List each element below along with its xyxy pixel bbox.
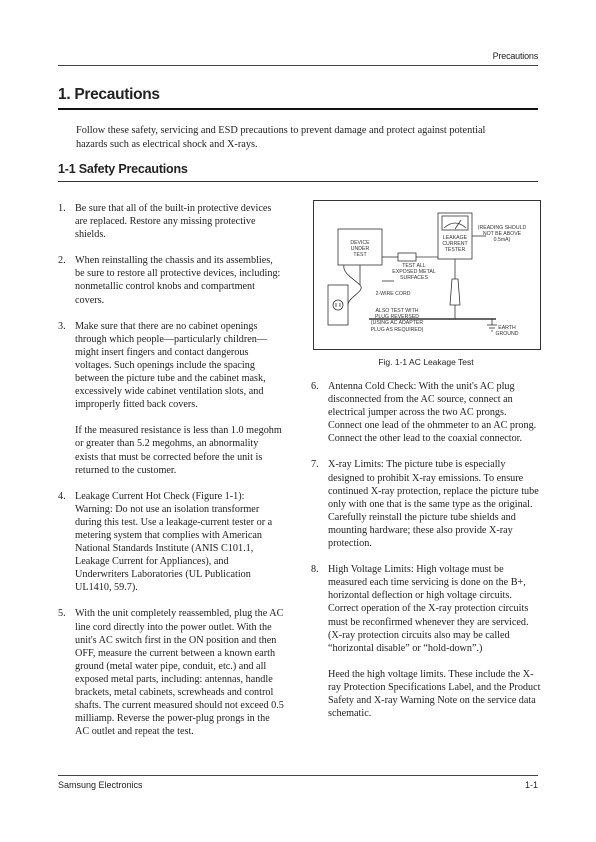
label-reading: (READING SHOULD NOT BE ABOVE 0.5mA) [477, 225, 527, 244]
item-number: 1. [58, 203, 66, 214]
item-paragraph: High Voltage Limits: High voltage must be measured each time servicing is done on the B+, horizontal deflection or high voltage circuits. Correct operation of the X-ray protection circuits must be reconfirmed whenever they are serviced. (X-ray protection circuits also may be called “horizontal disable” or “hold-down”.) [328, 564, 529, 654]
outlet [328, 285, 348, 325]
footer-page-number: 1-1 [524, 780, 538, 790]
item-number: 2. [58, 255, 66, 267]
item-paragraph: Antenna Cold Check: With the unit's AC plug disconnected from the AC source, connect an electrical jumper across the two AC prongs. Connect one lead of the ohmmeter to an AC prong. Connect the other lead to the coaxial connector. [328, 381, 537, 445]
item-paragraph: Heed the high voltage limits. These include the X-ray Protection Specifications Label, and the Product Safety and X-ray Warning Note on the service data schematic. [328, 668, 541, 720]
label-test-all: TEST ALL EXPOSED METAL SURFACES [392, 263, 436, 282]
intro-paragraph: Follow these safety, servicing and ESD precautions to prevent damage and protect against potential hazards such as electrical shock and X-rays. [76, 125, 486, 150]
label-tester: LEAKAGE CURRENT TESTER [442, 235, 468, 254]
item-body [75, 202, 284, 241]
list-item [58, 607, 284, 738]
label-device: DEVICE UNDER TEST [350, 240, 370, 259]
list-item [58, 202, 284, 241]
section-rule [58, 181, 538, 182]
item-body [328, 458, 541, 550]
header-rule [58, 65, 538, 66]
ac-leakage-test-figure [313, 200, 541, 350]
item-number: 8. [311, 564, 319, 576]
item-body [75, 320, 284, 477]
resistor [398, 253, 416, 261]
label-also: ALSO TEST WITH PLUG REVERSED (USING AC ADAPTER PLUG AS REQUIRED) [370, 308, 424, 333]
list-item [58, 490, 284, 595]
list-item [311, 380, 541, 445]
item-paragraph: X-ray Limits: The picture tube is especially designed to prohibit X-ray emissions. To ensure continued X-ray protection, replace the picture tube only with one that is the same type as the original. Carefully reinstall the picture tube shields and mounting hardware; these also provide X-ray protection. [328, 459, 539, 550]
item-number: 5. [58, 608, 66, 620]
right-column [311, 380, 541, 733]
probe [450, 279, 460, 305]
figure-caption: Fig. 1-1 AC Leakage Test [378, 357, 474, 367]
item-paragraph: With the unit completely reassembled, plug the AC line cord directly into the power outlet. With the unit's AC switch first in the ON position and then OFF, measure the current between a known earth ground (metal water pipe, conduit, etc.) and all exposed metal parts, including: antennas, handle brackets, metal cabinets, screwheads and control shafts. The current measured should not exceed 0.5 milliamp. Reverse the power-plug prongs in the AC outlet and repeat the test. [75, 608, 284, 738]
item-paragraph: Make sure that there are no cabinet openings through which people—particularly children—might insert fingers and contact dangerous voltages. Such openings include the spacing between the picture tube and the cabinet mask, excessively wide cabinet ventilation slots, and improperly fitted back covers. [75, 320, 268, 411]
label-earth: EARTH GROUND [495, 325, 519, 338]
label-cord: 2-WIRE CORD [375, 291, 411, 297]
item-body [328, 563, 541, 720]
item-number: 7. [311, 459, 319, 471]
page-title: 1. Precautions [58, 86, 160, 103]
section-title: 1-1 Safety Precautions [58, 162, 188, 176]
item-number: 6. [311, 381, 319, 392]
list-item [58, 320, 284, 477]
item-paragraph: If the measured resistance is less than 1.0 megohm or greater than 5.2 megohms, an abnormality exists that must be corrected before the unit is returned to the customer. [75, 425, 282, 476]
title-rule [58, 108, 538, 110]
item-number: 3. [58, 320, 66, 332]
item-paragraph: When reinstalling the chassis and its assemblies, be sure to restore all protective devices, including: nonmetallic control knobs and compartment covers. [75, 255, 281, 306]
item-body [75, 607, 284, 738]
left-column [58, 202, 284, 751]
list-item [311, 563, 541, 720]
item-number: 4. [58, 490, 66, 502]
item-body [75, 490, 284, 595]
item-paragraph: Leakage Current Hot Check (Figure 1-1): Warning: Do not use an isolation transformer during this test. Use a leakage-current tester or a metering system that complies with American National Standards Institute (ANIS C101.1, Leakage Current for Appliances), and Underwriters Laboratories (UL Publication UL1410, 59.7). [75, 490, 273, 594]
item-body [328, 380, 541, 445]
list-item [58, 254, 284, 306]
footer-company: Samsung Electronics [58, 780, 143, 790]
footer-rule [58, 775, 538, 776]
running-header: Precautions [492, 51, 538, 61]
list-item [311, 458, 541, 550]
item-paragraph: Be sure that all of the built-in protective devices are replaced. Restore any missing protective shields. [75, 203, 272, 241]
item-body [75, 254, 284, 306]
